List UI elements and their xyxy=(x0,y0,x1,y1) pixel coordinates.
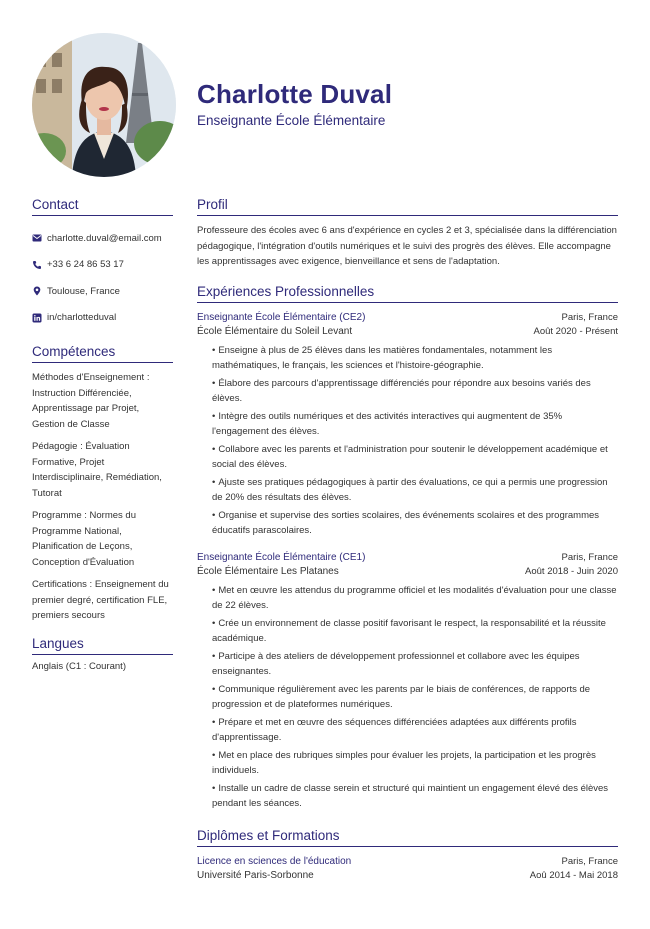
candidate-title: Enseignante École Élémentaire xyxy=(197,113,386,128)
languages-section xyxy=(32,636,173,672)
job-company: École Élémentaire Les Platanes xyxy=(197,565,339,577)
profile-photo xyxy=(32,33,176,177)
contact-email-text: charlotte.duval@email.com xyxy=(47,232,162,244)
contact-linkedin-text: in/charlotteduval xyxy=(47,312,117,324)
job-dates: Août 2018 - Juin 2020 xyxy=(525,565,618,577)
experience-section xyxy=(197,284,618,812)
contact-list xyxy=(32,225,173,331)
bullet-item: • Enseigne à plus de 25 élèves dans les matières fondamentales, notamment les mathématiques, le français, les sciences et l'histoire-géographie. xyxy=(212,344,553,371)
main-column xyxy=(197,197,618,883)
education-entry xyxy=(197,855,618,883)
contact-phone-text: +33 6 24 86 53 17 xyxy=(47,259,124,271)
contact-location-text: Toulouse, France xyxy=(47,285,120,297)
bullet-item: • Communique régulièrement avec les parents par le biais de conférences, de rapports de progression et de plateformes numériques. xyxy=(212,683,591,710)
bullet-item: • Participe à des ateliers de développement professionnel et collabore avec les équipes enseignantes. xyxy=(212,650,580,677)
skill-block: Méthodes d'Enseignement : Instruction Différenciée, Apprentissage par Projet, Gestion de Classe xyxy=(32,372,150,430)
bullet-item: • Intègre des outils numériques et des activités interactives qui augmentent de 35% l'engagement des élèves. xyxy=(212,410,563,437)
job-bullets xyxy=(197,343,618,539)
phone-icon xyxy=(32,260,42,270)
language-item: Anglais (C1 : Courant) xyxy=(32,660,126,672)
bullet-item: • Installe un cadre de classe serein et structuré qui maintient un engagement élevé des élèves pendant les séances. xyxy=(212,782,609,809)
bullet-item: • Prépare et met en œuvre des séquences différenciées adaptées aux différents profils d'apprentissage. xyxy=(212,716,577,743)
contact-phone[interactable] xyxy=(32,252,173,279)
contact-linkedin[interactable] xyxy=(32,305,173,332)
bullet-item: • Organise et supervise des sorties scolaires, des événements scolaires et des programmes éducatifs parascolaires. xyxy=(212,509,600,536)
job-title: Enseignante École Élémentaire (CE2) xyxy=(197,311,366,323)
location-pin-icon xyxy=(32,286,42,296)
skill-block: Certifications : Enseignement du premier degré, certification FLE, premiers secours xyxy=(32,579,169,621)
profile-text: Professeure des écoles avec 6 ans d'expérience en cycles 2 et 3, spécialisée dans la différenciation pédagogique, l'intégration d'outils numériques et le suivi des progrès des élèves. Elle accompagne les apprentissages avec exigence, bienveillance et sens de l'adaptation. xyxy=(197,225,617,267)
skill-block: Programme : Normes du Programme National, Planification de Leçons, Conception d'Évaluation xyxy=(32,510,137,568)
skills-heading: Compétences xyxy=(32,344,173,363)
job-entry xyxy=(197,551,618,812)
contact-location xyxy=(32,278,173,305)
sidebar xyxy=(32,197,173,672)
job-title: Enseignante École Élémentaire (CE1) xyxy=(197,551,366,563)
experience-heading: Expériences Professionnelles xyxy=(197,284,618,303)
education-heading: Diplômes et Formations xyxy=(197,828,618,847)
linkedin-icon xyxy=(32,313,42,323)
job-location: Paris, France xyxy=(561,551,618,563)
profile-heading: Profil xyxy=(197,197,618,216)
education-location: Paris, France xyxy=(561,855,618,867)
education-section xyxy=(197,828,618,883)
job-entry xyxy=(197,311,618,539)
languages-heading: Langues xyxy=(32,636,173,655)
job-dates: Août 2020 - Présent xyxy=(533,325,618,337)
job-location: Paris, France xyxy=(561,311,618,323)
skills-section xyxy=(32,344,173,624)
school-name: Université Paris-Sorbonne xyxy=(197,869,314,881)
contact-heading: Contact xyxy=(32,197,173,216)
degree-title: Licence en sciences de l'éducation xyxy=(197,855,352,867)
envelope-icon xyxy=(32,233,42,243)
bullet-item: • Élabore des parcours d'apprentissage différenciés pour répondre aux besoins variés des élèves. xyxy=(212,377,591,404)
contact-email[interactable] xyxy=(32,225,173,252)
job-bullets xyxy=(197,583,618,812)
bullet-item: • Ajuste ses pratiques pédagogiques à partir des évaluations, ce qui a permis une progression de 20% des résultats des élèves. xyxy=(212,476,608,503)
education-dates: Aoû 2014 - Mai 2018 xyxy=(529,869,618,881)
job-company: École Élémentaire du Soleil Levant xyxy=(197,325,353,337)
candidate-name: Charlotte Duval xyxy=(197,79,393,109)
bullet-item: • Crée un environnement de classe positif favorisant le respect, la responsabilité et la réussite académique. xyxy=(212,617,606,644)
skill-block: Pédagogie : Évaluation Formative, Projet Interdisciplinaire, Remédiation, Tutorat xyxy=(32,441,162,499)
bullet-item: • Met en place des rubriques simples pour évaluer les projets, la participation et les progrès individuels. xyxy=(212,749,596,776)
bullet-item: • Met en œuvre les attendus du programme officiel et les modalités d'évaluation pour une classe de 22 élèves. xyxy=(212,584,617,611)
bullet-item: • Collabore avec les parents et l'administration pour soutenir le développement académique et social des élèves. xyxy=(212,443,608,470)
